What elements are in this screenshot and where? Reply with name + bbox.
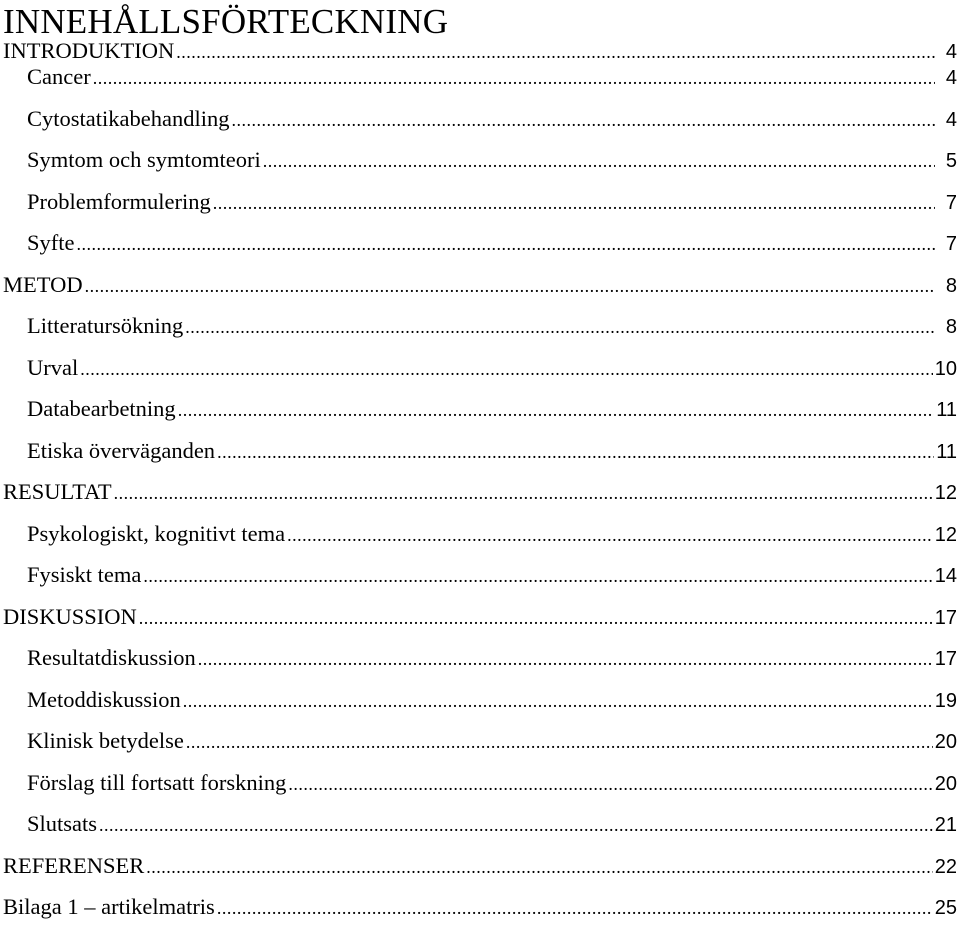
toc-entry-label: Slutsats bbox=[27, 811, 98, 836]
toc-entry-page-number: 19 bbox=[934, 689, 957, 712]
toc-entry-page-number: 21 bbox=[934, 814, 957, 836]
toc-entry-label: Fysiskt tema bbox=[27, 562, 142, 587]
toc-entry[interactable] bbox=[3, 602, 957, 644]
toc-entry[interactable] bbox=[3, 768, 957, 810]
toc-entry-label: Cytostatikabehandling bbox=[27, 105, 230, 131]
toc-entry-page-number: 7 bbox=[945, 191, 957, 214]
toc-entry-page-number: 4 bbox=[945, 108, 957, 131]
toc-entry[interactable] bbox=[3, 892, 957, 934]
toc-entry-page-number: 12 bbox=[934, 482, 957, 504]
toc-dot-leader bbox=[114, 479, 933, 508]
toc-entry-label: METOD bbox=[3, 271, 83, 297]
toc-entry-label: Metoddiskussion bbox=[27, 686, 181, 712]
toc-entry-page-number: 14 bbox=[934, 565, 957, 587]
toc-dot-leader bbox=[99, 811, 933, 840]
toc-dot-leader bbox=[176, 43, 935, 61]
toc-entry-page-number: 4 bbox=[945, 67, 957, 89]
toc-dot-leader bbox=[139, 604, 933, 633]
toc-dot-leader bbox=[217, 894, 933, 923]
toc-entry-page-number: 5 bbox=[945, 150, 957, 172]
toc-entry[interactable] bbox=[3, 62, 957, 104]
toc-entry[interactable] bbox=[3, 228, 957, 270]
toc-entry-page-number: 25 bbox=[934, 897, 957, 919]
toc-entry-label: DISKUSSION bbox=[3, 603, 137, 629]
toc-entry-label: Symtom och symtomteori bbox=[27, 147, 261, 172]
toc-entry-label: Syfte bbox=[27, 230, 75, 255]
toc-entry-page-number: 17 bbox=[934, 648, 957, 670]
toc-entry-label: Databearbetning bbox=[27, 396, 176, 421]
toc-entry-label: Litteratursökning bbox=[27, 313, 184, 338]
toc-entry[interactable] bbox=[3, 311, 957, 353]
toc-entry-page-number: 7 bbox=[945, 233, 957, 255]
toc-entry-page-number: 22 bbox=[934, 855, 957, 878]
toc-entry[interactable] bbox=[3, 726, 957, 768]
toc-dot-leader bbox=[288, 770, 932, 799]
toc-entry[interactable] bbox=[3, 643, 957, 685]
toc-entry[interactable] bbox=[3, 187, 957, 229]
toc-entry-label: INTRODUKTION bbox=[3, 38, 175, 63]
toc-dot-leader bbox=[80, 355, 933, 384]
toc-dot-leader bbox=[231, 106, 935, 135]
toc-entry[interactable] bbox=[3, 809, 957, 851]
toc-entry[interactable] bbox=[3, 851, 957, 893]
toc-entry-label: Problemformulering bbox=[27, 188, 211, 214]
toc-dot-leader bbox=[217, 438, 934, 467]
toc-entry[interactable] bbox=[3, 104, 957, 146]
toc-entry[interactable] bbox=[3, 38, 957, 63]
toc-list bbox=[3, 38, 957, 934]
toc-entry-label: Psykologiskt, kognitivt tema bbox=[27, 520, 286, 546]
toc-dot-leader bbox=[263, 147, 935, 176]
toc-title: INNEHÅLLSFÖRTECKNING bbox=[3, 2, 449, 41]
toc-entry[interactable] bbox=[3, 394, 957, 436]
toc-entry[interactable] bbox=[3, 353, 957, 395]
toc-dot-leader bbox=[287, 521, 933, 550]
toc-entry-page-number: 11 bbox=[936, 440, 957, 463]
toc-entry-page-number: 4 bbox=[945, 41, 957, 63]
toc-dot-leader bbox=[183, 687, 933, 716]
toc-entry[interactable] bbox=[3, 145, 957, 187]
toc-entry-page-number: 20 bbox=[934, 731, 957, 753]
toc-entry-page-number: 8 bbox=[945, 316, 957, 338]
toc-entry-label: Bilaga 1 – artikelmatris bbox=[3, 894, 215, 919]
toc-dot-leader bbox=[186, 728, 933, 757]
toc-dot-leader bbox=[146, 853, 932, 882]
toc-entry-label: Resultatdiskussion bbox=[27, 645, 196, 670]
toc-entry-page-number: 17 bbox=[934, 606, 957, 629]
toc-entry-label: Urval bbox=[27, 354, 79, 380]
toc-entry-label: RESULTAT bbox=[3, 479, 112, 504]
toc-entry-page-number: 8 bbox=[945, 274, 957, 297]
toc-dot-leader bbox=[185, 313, 935, 342]
toc-entry[interactable] bbox=[3, 436, 957, 478]
toc-dot-leader bbox=[178, 396, 935, 425]
toc-entry-page-number: 12 bbox=[934, 523, 957, 546]
toc-entry-label: Cancer bbox=[27, 64, 91, 89]
toc-entry-label: REFERENSER bbox=[3, 852, 145, 878]
toc-dot-leader bbox=[213, 189, 935, 218]
toc-entry-label: Förslag till fortsatt forskning bbox=[27, 769, 287, 795]
toc-entry-label: Etiska överväganden bbox=[27, 437, 216, 463]
toc-entry[interactable] bbox=[3, 477, 957, 519]
toc-dot-leader bbox=[85, 272, 935, 301]
toc-dot-leader bbox=[77, 230, 936, 259]
toc-dot-leader bbox=[143, 562, 932, 591]
toc-entry[interactable] bbox=[3, 519, 957, 561]
toc-entry[interactable] bbox=[3, 685, 957, 727]
toc-entry[interactable] bbox=[3, 270, 957, 312]
toc-entry-page-number: 10 bbox=[934, 357, 957, 380]
toc-entry-label: Klinisk betydelse bbox=[27, 728, 184, 753]
toc-entry-page-number: 11 bbox=[936, 399, 957, 421]
toc-dot-leader bbox=[198, 645, 933, 674]
toc-dot-leader bbox=[93, 64, 935, 93]
toc-entry[interactable] bbox=[3, 560, 957, 602]
toc-entry-page-number: 20 bbox=[934, 772, 957, 795]
